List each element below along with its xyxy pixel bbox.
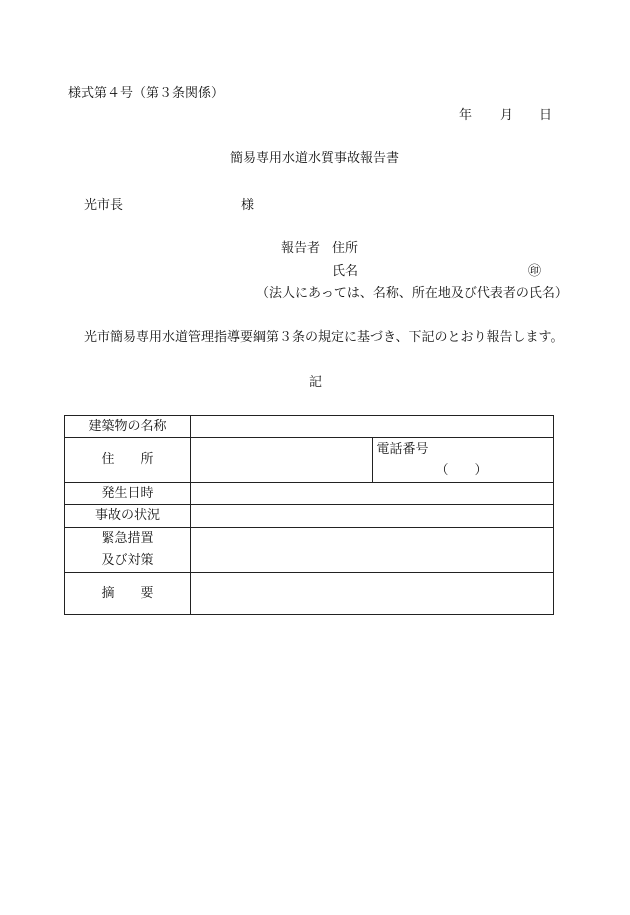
occurred-at-label: 発生日時 [65,483,191,505]
measures-field[interactable] [191,528,554,573]
reporter-label: 報告者 [281,241,321,256]
measures-label-line1: 緊急措置 [101,531,154,546]
form-number: 様式第４号（第３条関係） [68,86,225,101]
table-row-building-name [65,416,554,438]
reporter-address-label: 住所 [332,241,359,256]
addressee-honorific: 様 [241,198,255,213]
summary-label: 摘 要 [65,573,191,615]
address-field[interactable] [191,438,373,483]
situation-field[interactable] [191,505,554,528]
table-row-situation [65,505,554,528]
measures-label-line2: 及び対策 [101,553,154,568]
addressee-name: 光市長 [84,198,124,213]
building-name-label: 建築物の名称 [65,416,191,438]
reporter-name-label: 氏名 [332,264,359,279]
table-row-measures [65,528,554,573]
summary-field[interactable] [191,573,554,615]
address-label: 住 所 [65,438,191,483]
table-row-address [65,438,554,483]
date-year-label: 年 [459,108,473,123]
ki-heading: 記 [309,375,323,390]
building-name-field[interactable] [191,416,554,438]
seal-mark: ㊞ [528,264,542,279]
table-row-occurred-at [65,483,554,505]
table-row-summary [65,573,554,615]
measures-label [65,528,191,573]
date-day-label: 日 [539,108,553,123]
phone-parentheses: （ ） [435,463,488,478]
body-text: 光市簡易専用水道管理指導要綱第３条の規定に基づき、下記のとおり報告します。 [84,330,564,345]
corporation-note: （法人にあっては、名称、所在地及び代表者の氏名） [256,286,568,301]
document-title: 簡易専用水道水質事故報告書 [230,151,400,166]
occurred-at-field[interactable] [191,483,554,505]
phone-label: 電話番号 [376,442,429,457]
phone-cell[interactable] [372,438,554,483]
report-table [64,415,554,615]
date-month-label: 月 [500,108,514,123]
situation-label: 事故の状況 [65,505,191,528]
